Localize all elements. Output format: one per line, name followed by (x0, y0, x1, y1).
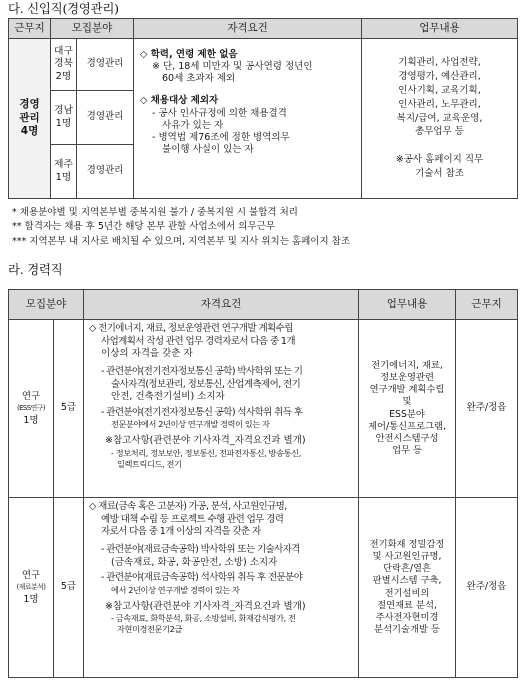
region-name: 경북 (54, 58, 73, 70)
requirement-item: - 관련분야(전기전자정보통신 공학) 석사학위 취득 후 (101, 406, 303, 418)
requirement-item: 에서 2년이상 연구개발 경력이 있는 자 (111, 584, 240, 595)
footnote: * 채용분야별 및 지역본부별 중복지원 불가 / 중복지원 시 불합격 처리 (12, 207, 298, 218)
duty-line: 단락흔/열흔 (382, 563, 432, 575)
duty-line: 주사전자현미경 (375, 611, 439, 623)
field-cell: 경영관리 (77, 91, 134, 145)
field-cell: 경영관리 (77, 39, 134, 91)
header-field: 모집분야 (51, 19, 134, 39)
field-count: 1명 (23, 593, 39, 605)
field-name: 연구 (21, 390, 41, 402)
header-field: 모집분야 (9, 290, 84, 320)
requirements-cell (134, 39, 362, 199)
footnotes (12, 206, 350, 249)
duty-line: 총무업무 등 (415, 126, 464, 138)
header-duties: 업무내용 (362, 19, 518, 39)
duty-line: 기획관리, 사업전략, (398, 57, 481, 69)
region-name: 경남 (54, 105, 73, 117)
field-cell (9, 498, 54, 678)
duty-line: 전기에너지, 재료, (371, 360, 443, 372)
requirement-item: 불이행 사실이 있는 자 (162, 144, 254, 156)
requirement-item: 전문분야에서 2년이상 연구개발 경력이 있는 자 (111, 419, 270, 430)
requirement-item: 사유가 있는 자 (162, 119, 224, 131)
table-row (9, 320, 518, 498)
requirement-heading: ◇ 재료(금속 혹은 고분자) 가공, 분석, 사고원인규명, (89, 501, 287, 512)
reference-item: 일렉트릭디드, 전기 (117, 458, 182, 469)
experienced-table (8, 289, 518, 678)
reference-item: 자현미경전문기2급 (117, 624, 182, 635)
duty-line: 전기화재 정밀감정 (369, 539, 445, 551)
duty-line: 연구개발 계획수립 (369, 384, 445, 396)
requirement-heading: ◇ 채용대상 제외자 (140, 95, 219, 107)
duty-line: 인사기획, 교육기획, (398, 84, 481, 96)
duty-line: 인사관리, 노무관리, (398, 98, 481, 110)
requirement-item: (금속재료, 화공, 화공안전, 소방) 소지자 (111, 556, 278, 568)
requirement-heading: 예방 대책 수립 등 프로젝트 수행 관련 업무 경력 (101, 513, 284, 525)
table-row (9, 498, 518, 678)
duty-line: 및 사고원인규명, (372, 551, 442, 563)
grade-cell: 5급 (54, 320, 84, 498)
header-duties: 업무내용 (359, 290, 456, 320)
table-row (9, 39, 518, 91)
requirements-cell (84, 498, 359, 678)
duty-line: 판별시스템 구축, (372, 575, 442, 587)
requirement-item: - 관련분야(전기전자정보통신 공학) 박사학위 또는 기 (101, 365, 303, 377)
field-count: 1명 (23, 414, 39, 426)
requirement-item: - 병역법 제76조에 정한 병역의무 (152, 131, 290, 143)
duties-cell (359, 320, 456, 498)
reference-note: ※참고사항(관련분야 기사자격_자격요건과 별개) (105, 600, 306, 612)
footnote: *** 지역본부 내 지사로 배치될 수 있으며, 지역본부 및 지사 위치는 홈페이지 참조 (12, 235, 350, 247)
requirement-item: 안전, 건축전기설비) 소지자 (111, 391, 225, 403)
group-line: 관리 (19, 111, 40, 124)
requirement-heading: 자로서 다음 중 1개 이상의 자격을 갖춘 자 (101, 526, 261, 538)
header-requirements: 자격요건 (84, 290, 359, 320)
duty-line: 안전시스템구성 (375, 432, 439, 444)
section-title-new-hire: 다. 신입직(경영관리) (8, 1, 119, 16)
region-count: 2명 (55, 70, 72, 82)
region-count: 1명 (55, 117, 72, 129)
duties-cell (359, 498, 456, 678)
duty-line: 분석기술개발 등 (374, 623, 440, 635)
table-header-row (9, 19, 518, 39)
requirement-item: 술사자격(정보관리, 정보통신, 산업계측제어, 전기 (111, 378, 301, 390)
field-detail: (ESS연구) (16, 404, 46, 413)
requirement-heading: 사업계획서 작성 관련 업무 경력자로서 다음 중 1개 (101, 335, 295, 347)
region-count: 1명 (55, 171, 72, 183)
region-cell (51, 39, 77, 91)
field-name: 연구 (21, 569, 41, 581)
grade-cell: 5급 (54, 498, 84, 678)
new-hire-table (8, 18, 518, 199)
duty-note: ※공사 홈페이지 직무 (395, 154, 484, 166)
region-cell (51, 91, 77, 145)
requirement-heading: 이상의 자격을 갖춘 자 (101, 348, 193, 360)
requirement-heading: ◇ 전기에너지, 재료, 정보운영관련 연구개발 계획수립 (89, 323, 293, 334)
requirement-heading: ◇ 학력, 연령 제한 없음 (140, 49, 238, 60)
field-cell (9, 320, 54, 498)
duty-note: 기술서 참조 (415, 167, 464, 179)
duty-line: ESS분야 (389, 408, 425, 420)
group-cell (9, 39, 51, 199)
reference-item: - 금속재료, 화학분석, 화공, 소방설비, 화재감식평가, 전 (111, 613, 296, 624)
duty-line: 절연재료 분석, (377, 599, 437, 611)
group-line: 경영 (19, 98, 40, 111)
duty-line: 경영평가, 예산관리, (398, 71, 481, 83)
region-name: 제주 (54, 159, 73, 171)
field-detail: (재료분석) (16, 583, 46, 592)
duty-line: 정보운영관련 (380, 372, 434, 384)
duty-line: 및 (402, 396, 412, 408)
duty-line: 전기설비의 (384, 587, 430, 599)
region-name: 대구 (54, 46, 73, 58)
group-count: 4명 (20, 125, 39, 138)
requirement-note: 60세 초과자 제외 (162, 73, 236, 85)
header-requirements: 자격요건 (134, 19, 362, 39)
requirement-item: - 공사 인사규정에 의한 채용결격 (152, 107, 287, 119)
requirement-item: - 관련분야(재료금속공학) 박사학위 또는 기술사자격 (101, 543, 300, 555)
workplace-cell: 완주/정읍 (456, 320, 518, 498)
reference-note: ※참고사항(관련분야 기사자격_자격요건과 별개) (105, 435, 306, 447)
workplace-cell: 완주/정읍 (456, 498, 518, 678)
footnote: ** 합격자는 채용 후 5년간 해당 본부 관할 사업소에서 의무근무 (12, 221, 275, 233)
duty-line: 복지/급여, 교육운영, (396, 112, 483, 124)
requirement-note: ※ 단, 18세 미만자 및 공사연령 정년인 (152, 61, 313, 73)
region-cell (51, 145, 77, 199)
table-header-row (9, 290, 518, 320)
duties-cell (362, 39, 518, 199)
header-workplace: 근무지 (456, 290, 518, 320)
duty-line: 업무 등 (392, 444, 422, 456)
requirements-cell (84, 320, 359, 498)
section-title-experienced: 라. 경력직 (8, 262, 63, 277)
header-workplace: 근무지 (9, 19, 51, 39)
field-cell: 경영관리 (77, 145, 134, 199)
requirement-item: - 관련분야(재료금속공학) 석사학위 취득 후 전문분야 (101, 572, 303, 584)
duty-line: 제어/통신프로그램, (368, 420, 446, 432)
reference-item: - 정보처리, 정보보안, 정보통신, 전파전자통신, 방송통신, (111, 447, 301, 458)
